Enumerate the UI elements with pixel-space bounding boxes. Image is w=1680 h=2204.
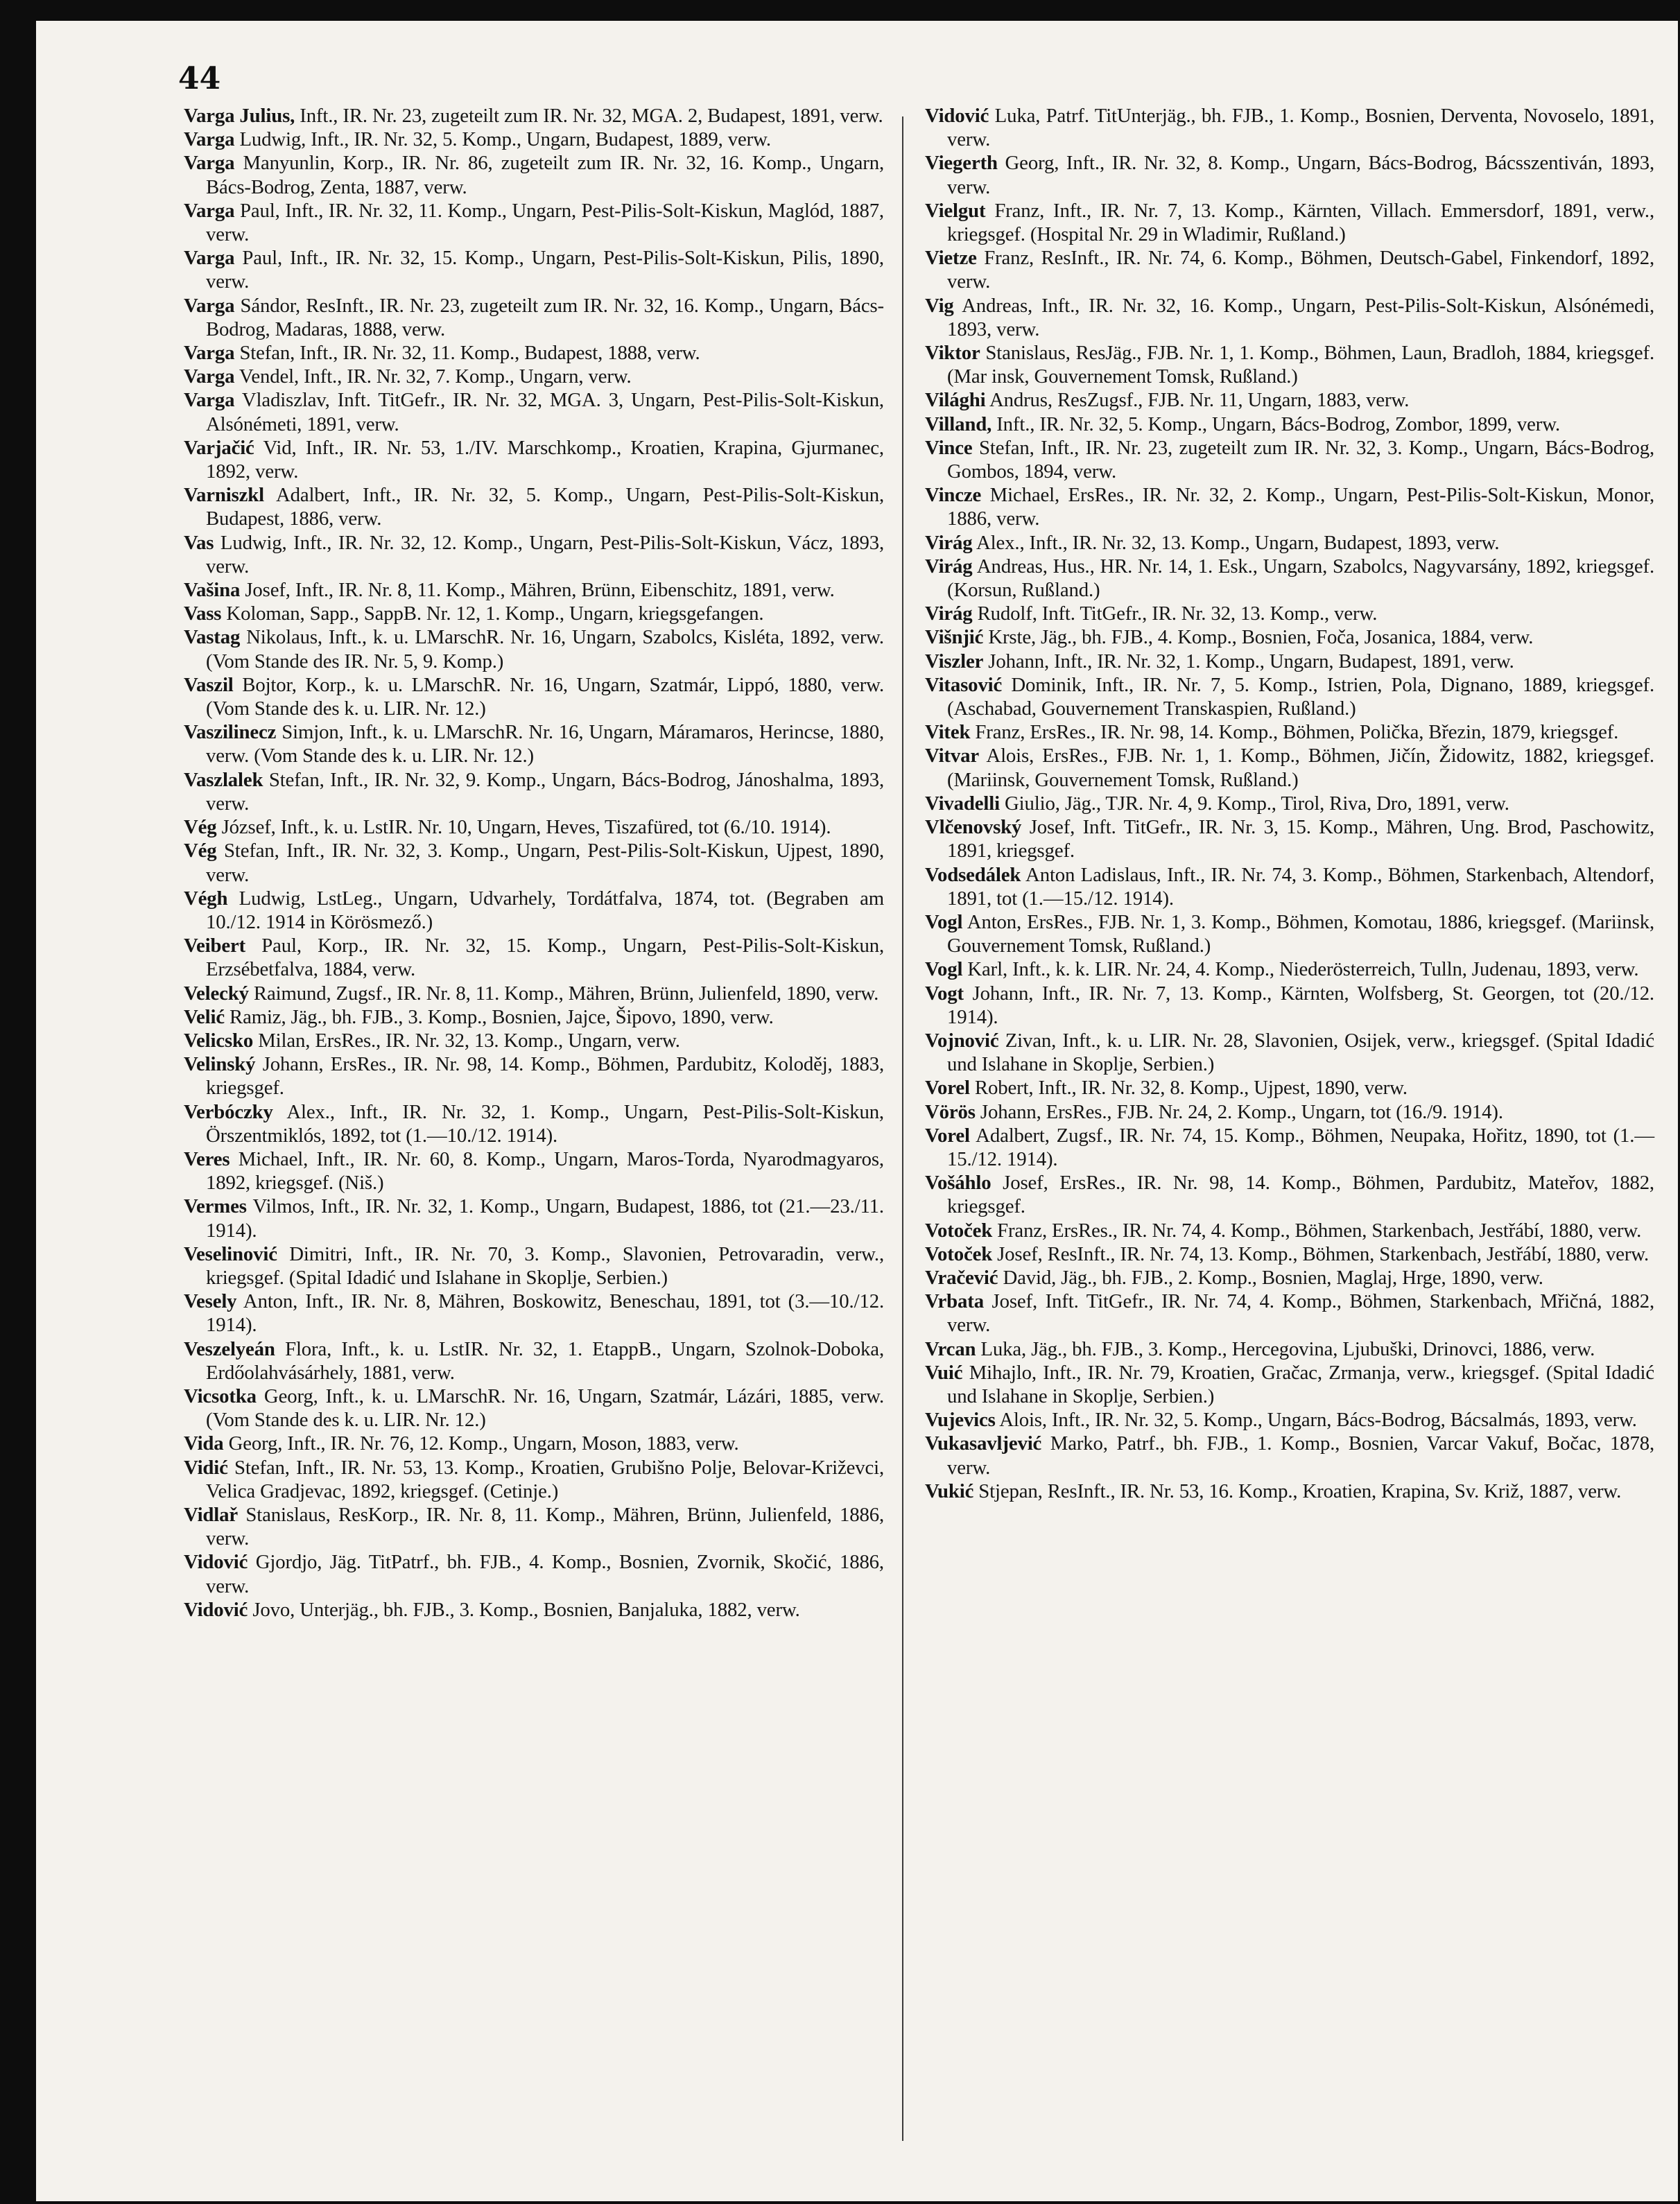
entry-details: Ludwig, LstLeg., Ungarn, Udvarhely, Tordátfalva, 1874, tot. (Begraben am 10./12. 1914 in Körösmező.)	[206, 887, 884, 933]
list-entry	[184, 1290, 884, 1337]
list-entry	[925, 1480, 1654, 1503]
list-entry	[925, 1408, 1654, 1432]
entry-details: Andreas, Inft., IR. Nr. 32, 16. Komp., Ungarn, Pest-Pilis-Solt-Kiskun, Alsónémedi, 1893, verw.	[947, 294, 1654, 340]
entry-surname: Varga	[184, 128, 235, 151]
list-entry	[925, 531, 1654, 555]
entry-details: Paul, Korp., IR. Nr. 32, 15. Komp., Ungarn, Pest-Pilis-Solt-Kiskun, Erzsébetfalva, 1884, verw.	[206, 935, 884, 981]
entry-surname: Varga	[184, 199, 235, 222]
list-entry	[184, 1100, 884, 1147]
entry-surname: Vujevics	[925, 1409, 996, 1432]
list-entry	[184, 365, 884, 388]
list-entry	[184, 104, 884, 128]
entry-surname: Végh	[184, 887, 228, 910]
entry-surname: Votoček	[925, 1219, 993, 1242]
list-entry	[925, 555, 1654, 602]
list-entry	[184, 1456, 884, 1503]
document-page	[36, 21, 1678, 2201]
list-entry	[925, 650, 1654, 673]
list-entry	[925, 1219, 1654, 1242]
list-entry	[184, 578, 884, 602]
list-entry	[925, 151, 1654, 198]
entry-details: Simjon, Inft., k. u. LMarschR. Nr. 16, Ungarn, Máramaros, Herincse, 1880, verw. (Vom Stande des k. u. LIR. Nr. 12.)	[206, 721, 884, 767]
entry-surname: Varga	[184, 365, 235, 388]
list-entry	[925, 1171, 1654, 1218]
entry-surname: Vida	[184, 1432, 224, 1455]
entry-details: Raimund, Zugsf., IR. Nr. 8, 11. Komp., Mähren, Brünn, Julienfeld, 1890, verw.	[248, 982, 879, 1005]
list-entry	[184, 1147, 884, 1195]
entry-surname: Vidović	[925, 105, 989, 127]
list-entry	[925, 1124, 1654, 1171]
entry-surname: Vincze	[925, 484, 982, 507]
list-entry	[184, 673, 884, 720]
list-entry	[184, 720, 884, 767]
entry-surname: Varga	[184, 247, 235, 270]
entry-surname: Vass	[184, 602, 222, 625]
entry-details: Stefan, Inft., IR. Nr. 32, 9. Komp., Ungarn, Bács-Bodrog, Jánoshalma, 1893, verw.	[206, 768, 884, 815]
entry-details: Georg, Inft., IR. Nr. 76, 12. Komp., Ungarn, Moson, 1883, verw.	[223, 1432, 739, 1455]
list-entry	[925, 199, 1654, 246]
entry-surname: Vince	[925, 436, 973, 459]
entry-details: Anton, ErsRes., FJB. Nr. 1, 3. Komp., Böhmen, Komotau, 1886, kriegsgef. (Mariinsk, Gouvernement Tomsk, Rußland.)	[947, 910, 1654, 957]
entry-surname: Vég	[184, 840, 217, 862]
entry-surname: Varjačić	[184, 436, 254, 459]
list-entry	[925, 982, 1654, 1029]
entry-surname: Vrcan	[925, 1337, 976, 1360]
entry-details: Zivan, Inft., k. u. LIR. Nr. 28, Slavonien, Osijek, verw., kriegsgef. (Spital Idadić und Islahane in Skoplje, Serbien.)	[947, 1029, 1654, 1076]
entry-details: Josef, Inft. TitGefr., IR. Nr. 3, 15. Komp., Mähren, Ung. Brod, Paschowitz, 1891, kriegsgef.	[947, 816, 1654, 862]
entry-details: Stanislaus, ResKorp., IR. Nr. 8, 11. Komp., Mähren, Brünn, Julienfeld, 1886, verw.	[206, 1503, 884, 1550]
entry-details: Inft., IR. Nr. 32, 5. Komp., Ungarn, Bács-Bodrog, Zombor, 1899, verw.	[991, 413, 1561, 435]
entry-details: Dimitri, Inft., IR. Nr. 70, 3. Komp., Slavonien, Petrovaradin, verw., kriegsgef. (Spital Idadić und Islahane in Skoplje, Serbien.)	[206, 1242, 884, 1289]
entry-surname: Virág	[925, 555, 973, 578]
list-entry	[184, 483, 884, 530]
list-entry	[925, 957, 1654, 981]
list-entry	[184, 1337, 884, 1385]
entry-details: Paul, Inft., IR. Nr. 32, 11. Komp., Ungarn, Pest-Pilis-Solt-Kiskun, Maglód, 1887, verw.	[206, 199, 884, 246]
entry-surname: Vaszlalek	[184, 768, 263, 791]
entry-surname: Vaszilinecz	[184, 721, 277, 744]
entry-details: Josef, Inft. TitGefr., IR. Nr. 74, 4. Komp., Böhmen, Starkenbach, Mřičná, 1882, verw.	[947, 1290, 1654, 1337]
entry-details: Nikolaus, Inft., k. u. LMarschR. Nr. 16, Ungarn, Szabolcs, Kisléta, 1892, verw. (Vom Stande des IR. Nr. 5, 9. Komp.)	[206, 626, 884, 673]
entry-surname: Velić	[184, 1005, 225, 1028]
list-entry	[184, 982, 884, 1005]
entry-surname: Vas	[184, 531, 214, 554]
entry-details: Ramiz, Jäg., bh. FJB., 3. Komp., Bosnien, Jajce, Šipovo, 1890, verw.	[224, 1005, 774, 1028]
entry-details: Andreas, Hus., HR. Nr. 14, 1. Esk., Ungarn, Szabolcs, Nagyvarsány, 1892, kriegsgef. (Korsun, Rußland.)	[947, 555, 1654, 602]
list-entry	[925, 720, 1654, 744]
entry-details: Gjordjo, Jäg. TitPatrf., bh. FJB., 4. Komp., Bosnien, Zvornik, Skočić, 1886, verw.	[206, 1551, 884, 1597]
list-entry	[184, 199, 884, 246]
entry-surname: Vermes	[184, 1195, 247, 1218]
entry-details: Vendel, Inft., IR. Nr. 32, 7. Komp., Ungarn, verw.	[234, 365, 632, 388]
entry-surname: Varga	[184, 152, 235, 175]
list-entry	[925, 294, 1654, 341]
entry-details: Ludwig, Inft., IR. Nr. 32, 5. Komp., Ungarn, Budapest, 1889, verw.	[234, 128, 771, 151]
entry-details: Krste, Jäg., bh. FJB., 4. Komp., Bosnien, Foča, Josanica, 1884, verw.	[983, 626, 1534, 649]
entry-surname: Vorel	[925, 1077, 970, 1100]
list-entry	[925, 1029, 1654, 1076]
entry-details: Georg, Inft., k. u. LMarschR. Nr. 16, Ungarn, Szatmár, Lázári, 1885, verw. (Vom Stande des k. u. LIR. Nr. 12.)	[206, 1385, 884, 1432]
entry-details: Josef, Inft., IR. Nr. 8, 11. Komp., Mähren, Brünn, Eibenschitz, 1891, verw.	[240, 579, 835, 602]
entry-surname: Višnjić	[925, 626, 984, 649]
list-entry	[184, 839, 884, 886]
entry-details: Flora, Inft., k. u. LstIR. Nr. 32, 1. EtappB., Ungarn, Szolnok-Doboka, Erdőolahvásárhely, 1881, verw.	[206, 1337, 884, 1384]
list-entry	[925, 602, 1654, 625]
entry-details: Johann, ErsRes., FJB. Nr. 24, 2. Komp., Ungarn, tot (16./9. 1914).	[975, 1100, 1503, 1123]
entry-surname: Villand,	[925, 413, 992, 435]
entry-details: Franz, Inft., IR. Nr. 7, 13. Komp., Kärnten, Villach. Emmersdorf, 1891, verw., kriegsgef. (Hospital Nr. 29 in Wladimir, Rußland.)	[947, 199, 1654, 246]
entry-details: Stjepan, ResInft., IR. Nr. 53, 16. Komp., Kroatien, Krapina, Sv. Križ, 1887, verw.	[973, 1480, 1622, 1502]
entry-details: Rudolf, Inft. TitGefr., IR. Nr. 32, 13. Komp., verw.	[972, 602, 1378, 625]
entry-surname: Vodsedálek	[925, 863, 1021, 886]
entry-details: Adalbert, Zugsf., IR. Nr. 74, 15. Komp., Böhmen, Neupaka, Hořitz, 1890, tot (1.—15./12. 1914).	[947, 1124, 1654, 1170]
list-entry	[184, 1503, 884, 1550]
entry-details: Paul, Inft., IR. Nr. 32, 15. Komp., Ungarn, Pest-Pilis-Solt-Kiskun, Pilis, 1890, verw.	[206, 247, 884, 293]
entry-surname: Varga	[184, 342, 235, 365]
entry-details: Dominik, Inft., IR. Nr. 7, 5. Komp., Istrien, Pola, Dignano, 1889, kriegsgef. (Aschabad, Gouvernement Transkaspien, Rußland.)	[947, 673, 1654, 720]
entry-details: Luka, Jäg., bh. FJB., 3. Komp., Hercegovina, Ljubuški, Drinovci, 1886, verw.	[976, 1337, 1595, 1360]
list-entry	[925, 673, 1654, 720]
list-entry	[925, 625, 1654, 649]
entry-surname: Velecký	[184, 982, 249, 1005]
list-entry	[184, 1029, 884, 1052]
list-entry	[925, 1337, 1654, 1361]
entry-details: Jovo, Unterjäg., bh. FJB., 3. Komp., Bosnien, Banjaluka, 1882, verw.	[248, 1598, 800, 1621]
list-entry	[925, 1361, 1654, 1408]
entry-surname: Virág	[925, 531, 973, 554]
entry-surname: Vidlař	[184, 1503, 239, 1526]
list-entry	[184, 128, 884, 151]
entry-details: Johann, ErsRes., IR. Nr. 98, 14. Komp., Böhmen, Pardubitz, Koloděj, 1883, kriegsgef.	[206, 1053, 884, 1100]
page-number: 44	[178, 61, 221, 96]
entry-surname: Veselinović	[184, 1242, 277, 1265]
list-entry	[925, 792, 1654, 815]
list-entry	[925, 863, 1654, 910]
entry-surname: Vojnović	[925, 1029, 999, 1052]
list-entry	[925, 104, 1654, 151]
entry-surname: Velinský	[184, 1053, 256, 1076]
list-entry	[184, 602, 884, 625]
entry-surname: Virág	[925, 602, 973, 625]
entry-surname: Vitvar	[925, 745, 979, 767]
list-entry	[184, 1052, 884, 1100]
entry-details: Bojtor, Korp., k. u. LMarschR. Nr. 16, Ungarn, Szatmár, Lippó, 1880, verw. (Vom Stande des k. u. LIR. Nr. 12.)	[206, 673, 884, 720]
entry-surname: Vég	[184, 816, 217, 839]
entry-details: Franz, ResInft., IR. Nr. 74, 6. Komp., Böhmen, Deutsch-Gabel, Finkendorf, 1892, verw.	[947, 247, 1654, 293]
list-entry	[184, 436, 884, 483]
entry-surname: Vogl	[925, 910, 963, 933]
list-entry	[184, 1195, 884, 1242]
entry-surname: Vörös	[925, 1100, 976, 1123]
list-entry	[925, 388, 1654, 412]
list-entry	[184, 151, 884, 198]
entry-surname: Verbóczky	[184, 1100, 273, 1123]
entry-details: Stefan, Inft., IR. Nr. 53, 13. Komp., Kroatien, Grubišno Polje, Belovar-Križevci, Velica Gradjevac, 1892, kriegsgef. (Cetinje.)	[206, 1456, 884, 1502]
entry-details: Marko, Patrf., bh. FJB., 1. Komp., Bosnien, Varcar Vakuf, Bočac, 1878, verw.	[947, 1432, 1654, 1479]
entry-details: Inft., IR. Nr. 23, zugeteilt zum IR. Nr. 32, MGA. 2, Budapest, 1891, verw.	[295, 105, 883, 127]
entry-surname: Vig	[925, 294, 954, 317]
entry-details: Vid, Inft., IR. Nr. 53, 1./IV. Marschkomp., Kroatien, Krapina, Gjurmanec, 1892, verw.	[206, 436, 884, 483]
entry-surname: Varga Julius,	[184, 105, 295, 127]
entry-details: Ludwig, Inft., IR. Nr. 32, 12. Komp., Ungarn, Pest-Pilis-Solt-Kiskun, Vácz, 1893, verw.	[206, 531, 884, 578]
entry-surname: Vogl	[925, 958, 963, 981]
entry-details: Sándor, ResInft., IR. Nr. 23, zugeteilt zum IR. Nr. 32, 16. Komp., Ungarn, Bács-Bodrog, Madaras, 1888, verw.	[206, 294, 884, 340]
list-entry	[925, 1290, 1654, 1337]
entry-details: David, Jäg., bh. FJB., 2. Komp., Bosnien, Maglaj, Hrge, 1890, verw.	[998, 1266, 1543, 1289]
entry-surname: Vidić	[184, 1456, 228, 1479]
entry-surname: Velicsko	[184, 1029, 254, 1052]
entry-details: Anton Ladislaus, Inft., IR. Nr. 74, 3. Komp., Böhmen, Starkenbach, Altendorf, 1891, tot (1.—15./12. 1914).	[947, 863, 1654, 910]
entry-surname: Vitek	[925, 721, 971, 744]
entry-details: József, Inft., k. u. LstIR. Nr. 10, Ungarn, Heves, Tiszafüred, tot (6./10. 1914).	[216, 816, 831, 839]
entry-surname: Vorel	[925, 1124, 970, 1147]
entry-surname: Varga	[184, 294, 235, 317]
entry-details: Karl, Inft., k. k. LIR. Nr. 24, 4. Komp., Niederösterreich, Tulln, Judenau, 1893, verw.	[962, 958, 1639, 981]
list-entry	[925, 815, 1654, 862]
entry-surname: Veibert	[184, 935, 246, 957]
list-entry	[925, 413, 1654, 436]
list-entry	[184, 388, 884, 435]
list-entry	[184, 1598, 884, 1622]
entry-surname: Vastag	[184, 626, 241, 649]
entry-details: Vilmos, Inft., IR. Nr. 32, 1. Komp., Ungarn, Budapest, 1886, tot (21.—23./11. 1914).	[206, 1195, 884, 1242]
entry-surname: Varniszkl	[184, 484, 265, 507]
list-entry	[925, 436, 1654, 483]
entry-surname: Vidović	[184, 1551, 248, 1574]
left-column	[184, 104, 884, 1622]
list-entry	[184, 887, 884, 934]
entry-details: Josef, ErsRes., IR. Nr. 98, 14. Komp., Böhmen, Pardubitz, Mateřov, 1882, kriegsgef.	[947, 1172, 1654, 1218]
list-entry	[925, 744, 1654, 791]
list-entry	[184, 768, 884, 815]
entry-surname: Vesely	[184, 1290, 237, 1313]
list-entry	[184, 1550, 884, 1597]
entry-details: Michael, ErsRes., IR. Nr. 32, 2. Komp., Ungarn, Pest-Pilis-Solt-Kiskun, Monor, 1886, verw.	[947, 484, 1654, 530]
entry-details: Stefan, Inft., IR. Nr. 32, 11. Komp., Budapest, 1888, verw.	[234, 342, 700, 365]
list-entry	[184, 934, 884, 981]
entry-details: Vladiszlav, Inft. TitGefr., IR. Nr. 32, MGA. 3, Ungarn, Pest-Pilis-Solt-Kiskun, Alsónémeti, 1891, verw.	[206, 389, 884, 435]
list-entry	[184, 1385, 884, 1432]
entry-details: Alois, Inft., IR. Nr. 32, 5. Komp., Ungarn, Bács-Bodrog, Bácsalmás, 1893, verw.	[995, 1409, 1637, 1432]
list-entry	[925, 1076, 1654, 1100]
entry-surname: Veres	[184, 1147, 230, 1170]
entry-details: Georg, Inft., IR. Nr. 32, 8. Komp., Ungarn, Bács-Bodrog, Bácsszentiván, 1893, verw.	[947, 152, 1654, 198]
entry-details: Johann, Inft., IR. Nr. 32, 1. Komp., Ungarn, Budapest, 1891, verw.	[983, 650, 1514, 673]
list-entry	[925, 1100, 1654, 1124]
list-entry	[925, 483, 1654, 530]
entry-surname: Vaszil	[184, 673, 234, 696]
list-entry	[925, 910, 1654, 957]
entry-details: Mihajlo, Inft., IR. Nr. 79, Kroatien, Gračac, Zrmanja, verw., kriegsgef. (Spital Idadić und Islahane in Skoplje, Serbien.)	[947, 1361, 1654, 1407]
right-column	[925, 104, 1654, 1503]
list-entry	[925, 1432, 1654, 1479]
entry-details: Andrus, ResZugsf., FJB. Nr. 11, Ungarn, 1883, verw.	[985, 389, 1410, 412]
entry-surname: Varga	[184, 389, 235, 412]
list-entry	[925, 1266, 1654, 1290]
entry-surname: Veszelyeán	[184, 1337, 275, 1360]
entry-details: Milan, ErsRes., IR. Nr. 32, 13. Komp., Ungarn, verw.	[253, 1029, 680, 1052]
entry-surname: Vidović	[184, 1598, 248, 1621]
entry-details: Johann, Inft., IR. Nr. 7, 13. Komp., Kärnten, Wolfsberg, St. Georgen, tot (20./12. 1914).	[947, 982, 1654, 1028]
entry-details: Alois, ErsRes., FJB. Nr. 1, 1. Komp., Böhmen, Jičín, Židowitz, 1882, kriegsgef. (Mariinsk, Gouvernement Tomsk, Rußland.)	[947, 745, 1654, 791]
list-entry	[184, 1432, 884, 1455]
entry-surname: Vuić	[925, 1361, 963, 1384]
entry-surname: Vrbata	[925, 1290, 984, 1313]
list-entry	[925, 341, 1654, 388]
entry-surname: Vicsotka	[184, 1385, 257, 1407]
entry-surname: Vietze	[925, 247, 977, 270]
entry-details: Stanislaus, ResJäg., FJB. Nr. 1, 1. Komp., Böhmen, Laun, Bradloh, 1884, kriegsgef. (Mar insk, Gouvernement Tomsk, Rußland.)	[947, 342, 1654, 388]
entry-surname: Vašina	[184, 579, 241, 602]
column-divider	[902, 116, 903, 2141]
entry-details: Adalbert, Inft., IR. Nr. 32, 5. Komp., Ungarn, Pest-Pilis-Solt-Kiskun, Budapest, 1886, verw.	[206, 484, 884, 530]
entry-surname: Vogt	[925, 982, 964, 1005]
entry-details: Robert, Inft., IR. Nr. 32, 8. Komp., Ujpest, 1890, verw.	[969, 1077, 1408, 1100]
list-entry	[184, 341, 884, 365]
list-entry	[925, 246, 1654, 293]
entry-details: Josef, ResInft., IR. Nr. 74, 13. Komp., Böhmen, Starkenbach, Jestřábí, 1880, verw.	[992, 1242, 1649, 1265]
entry-surname: Vukić	[925, 1480, 974, 1502]
list-entry	[184, 1242, 884, 1290]
entry-details: Luka, Patrf. TitUnterjäg., bh. FJB., 1. Komp., Bosnien, Derventa, Novoselo, 1891, verw.	[947, 105, 1654, 151]
entry-surname: Vukasavljević	[925, 1432, 1042, 1455]
entry-details: Koloman, Sapp., SappB. Nr. 12, 1. Komp., Ungarn, kriegsgefangen.	[221, 602, 764, 625]
entry-details: Alex., Inft., IR. Nr. 32, 13. Komp., Ungarn, Budapest, 1893, verw.	[972, 531, 1500, 554]
entry-surname: Világhi	[925, 389, 986, 412]
entry-surname: Vitasović	[925, 673, 1003, 696]
entry-surname: Vielgut	[925, 199, 986, 222]
entry-surname: Viszler	[925, 650, 984, 673]
list-entry	[184, 246, 884, 293]
entry-details: Franz, ErsRes., IR. Nr. 74, 4. Komp., Böhmen, Starkenbach, Jestřábí, 1880, verw.	[992, 1219, 1642, 1242]
entry-details: Manyunlin, Korp., IR. Nr. 86, zugeteilt zum IR. Nr. 32, 16. Komp., Ungarn, Bács-Bodrog, Zenta, 1887, verw.	[206, 152, 884, 198]
list-entry	[925, 1242, 1654, 1266]
entry-details: Franz, ErsRes., IR. Nr. 98, 14. Komp., Böhmen, Polička, Březin, 1879, kriegsgef.	[970, 721, 1619, 744]
list-entry	[184, 1005, 884, 1029]
list-entry	[184, 625, 884, 673]
entry-surname: Vlčenovský	[925, 816, 1022, 839]
entry-details: Michael, Inft., IR. Nr. 60, 8. Komp., Ungarn, Maros-Torda, Nyarodmagyaros, 1892, kriegsgef. (Niš.)	[206, 1147, 884, 1195]
entry-details: Anton, Inft., IR. Nr. 8, Mähren, Boskowitz, Beneschau, 1891, tot (3.—10./12. 1914).	[206, 1290, 884, 1337]
entry-details: Stefan, Inft., IR. Nr. 32, 3. Komp., Ungarn, Pest-Pilis-Solt-Kiskun, Ujpest, 1890, verw.	[206, 840, 884, 886]
list-entry	[184, 531, 884, 578]
entry-surname: Votoček	[925, 1242, 993, 1265]
entry-surname: Vivadelli	[925, 792, 1000, 815]
list-entry	[184, 294, 884, 341]
entry-surname: Vošáhlo	[925, 1172, 991, 1195]
entry-details: Giulio, Jäg., TJR. Nr. 4, 9. Komp., Tirol, Riva, Dro, 1891, verw.	[999, 792, 1509, 815]
list-entry	[184, 815, 884, 839]
entry-surname: Viktor	[925, 342, 980, 365]
entry-surname: Vračević	[925, 1266, 998, 1289]
entry-surname: Viegerth	[925, 152, 998, 175]
entry-details: Stefan, Inft., IR. Nr. 23, zugeteilt zum IR. Nr. 32, 3. Komp., Ungarn, Bács-Bodrog, Gombos, 1894, verw.	[947, 436, 1654, 483]
entry-details: Alex., Inft., IR. Nr. 32, 1. Komp., Ungarn, Pest-Pilis-Solt-Kiskun, Örszentmiklós, 1892, tot (1.—10./12. 1914).	[206, 1100, 884, 1147]
